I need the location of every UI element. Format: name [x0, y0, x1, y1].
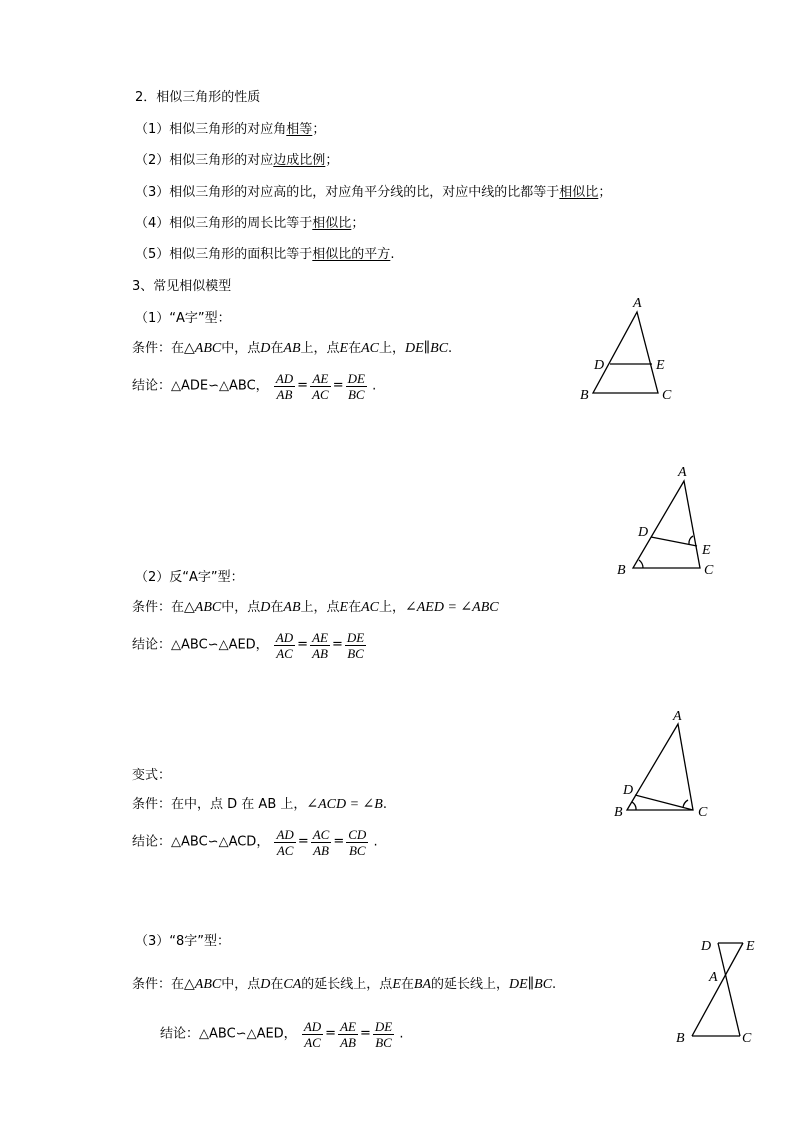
label-e: E: [656, 358, 665, 373]
label-d: D: [594, 358, 605, 373]
label-c: C: [704, 563, 714, 578]
section-3-title: 3、常见相似模型: [132, 279, 232, 294]
label-a: A: [678, 465, 687, 480]
fraction: $\frac{AD}{AB}$: [275, 370, 294, 402]
triangle-abc: [593, 312, 658, 393]
label-c: C: [662, 388, 672, 403]
segment-eb: [692, 943, 743, 1036]
label-a: A: [633, 296, 642, 311]
model-2-condition: 条件：在△ABC中，点D在AB上，点E在AC上，∠AED = ∠ABC: [132, 600, 499, 615]
label-b: B: [614, 805, 623, 820]
label-e: E: [702, 543, 711, 558]
fraction: $\frac{AE}{AB}$: [312, 629, 328, 661]
label-a: A: [709, 970, 718, 985]
label-d: D: [701, 939, 712, 954]
model-1-conclusion: 结论：△ADE∽△ABC， $\frac{AD}{AB}$ = $\frac{AE}{AC}$ = $\frac{DE}{BC}$ .: [132, 370, 377, 402]
model-2-heading: （2）反“A字”型：: [135, 570, 244, 585]
variant-condition: 条件：在中，点 D 在 AB 上，∠ACD = ∠B.: [132, 797, 387, 812]
fraction: $\frac{AD}{AC}$: [276, 826, 294, 858]
section-2-title: 2．相似三角形的性质: [135, 90, 261, 105]
label-d: D: [638, 525, 649, 540]
property-item-4: （4）相似三角形的周长比等于相似比；: [135, 216, 365, 231]
angle-mark-e: [689, 536, 693, 544]
label-b: B: [617, 563, 626, 578]
figure-variant: [627, 724, 693, 810]
variant-conclusion: 结论：△ABC∽△ACD， $\frac{AD}{AC}$ = $\frac{AC}{AB}$ = $\frac{CD}{BC}$ .: [132, 826, 378, 858]
property-item-1: （1）相似三角形的对应角相等；: [135, 122, 326, 137]
property-item-3: （3）相似三角形的对应高的比，对应角平分线的比，对应中线的比都等于相似比；: [135, 185, 612, 200]
figure-a-shape: [593, 312, 658, 393]
angle-mark-b: [639, 560, 643, 568]
segment-de: [651, 537, 697, 546]
model-1-heading: （1）“A字”型：: [135, 311, 231, 326]
model-3-heading: （3）“8字”型：: [135, 934, 231, 949]
property-item-5: （5）相似三角形的面积比等于相似比的平方.: [135, 247, 395, 262]
label-b: B: [580, 388, 589, 403]
label-d: D: [623, 783, 634, 798]
label-c: C: [698, 805, 708, 820]
fraction: $\frac{CD}{BC}$: [348, 826, 367, 858]
fraction: $\frac{AD}{AC}$: [275, 629, 294, 661]
fraction: $\frac{AE}{AB}$: [340, 1018, 356, 1050]
variant-heading: 变式：: [132, 768, 172, 783]
label-c: C: [742, 1031, 752, 1046]
triangle-abc: [633, 481, 700, 568]
model-3-conclusion: 结论：△ABC∽△AED， $\frac{AD}{AC}$ = $\frac{AE}{AB}$ = $\frac{DE}{BC}$ .: [160, 1018, 404, 1050]
label-e: E: [746, 939, 755, 954]
label-a: A: [673, 709, 682, 724]
label-b: B: [676, 1031, 685, 1046]
model-1-condition: 条件：在△ABC中，点D在AB上，点E在AC上，DE∥BC.: [132, 341, 453, 356]
angle-mark-c: [683, 800, 688, 808]
angle-mark-b: [632, 802, 636, 810]
figure-8-shape: [692, 943, 743, 1036]
figure-reverse-a-shape: [633, 481, 700, 568]
segment-cd: [635, 795, 693, 810]
triangle-abc: [627, 724, 693, 810]
segment-dc: [718, 943, 740, 1036]
model-3-condition: 条件：在△ABC中，点D在CA的延长线上，点E在BA的延长线上，DE∥BC.: [132, 977, 557, 992]
fraction: $\frac{AD}{AC}$: [303, 1018, 322, 1050]
fraction: $\frac{DE}{BC}$: [374, 1018, 393, 1050]
property-item-2: （2）相似三角形的对应边成比例；: [135, 153, 339, 168]
fraction: $\frac{AC}{AB}$: [312, 826, 330, 858]
fraction: $\frac{DE}{BC}$: [347, 370, 365, 402]
fraction: $\frac{DE}{BC}$: [346, 629, 365, 661]
fraction: $\frac{AE}{AC}$: [312, 370, 329, 402]
model-2-conclusion: 结论：△ABC∽△AED， $\frac{AD}{AC}$ = $\frac{AE}{AB}$ = $\frac{DE}{BC}$: [132, 629, 365, 661]
